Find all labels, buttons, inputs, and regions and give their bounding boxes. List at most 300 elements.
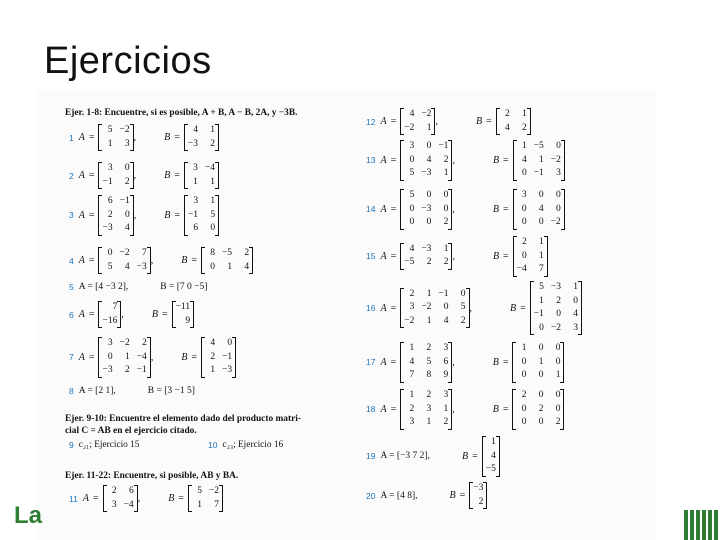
matrix-cell: 2 bbox=[443, 154, 449, 165]
matrix-a-row: A = [4 −3 2], bbox=[78, 282, 129, 292]
problem-number: 6 bbox=[69, 309, 74, 320]
matrix-cell: −1 bbox=[187, 209, 199, 220]
matrix-cell: 3 bbox=[556, 168, 561, 178]
matrix-cell: 0 bbox=[409, 217, 415, 227]
matrix-cell: 3 bbox=[573, 322, 579, 333]
equals-sign: = bbox=[459, 490, 466, 501]
label-a: A bbox=[78, 309, 85, 320]
matrix-cell: −5 bbox=[404, 257, 415, 268]
matrix-cell: 1 bbox=[538, 356, 544, 367]
matrix-cell: 2 bbox=[210, 351, 216, 362]
comma: , bbox=[121, 309, 124, 320]
matrix-cell: 1 bbox=[443, 403, 449, 414]
matrix-cell: 0 bbox=[538, 343, 544, 353]
matrix-cell: −1 bbox=[438, 141, 449, 151]
matrix-cell: 5 bbox=[460, 302, 466, 313]
problem-18 bbox=[366, 389, 564, 430]
problem-1 bbox=[69, 124, 219, 151]
problem-2 bbox=[69, 162, 219, 189]
matrix-cell: 2 bbox=[443, 257, 449, 268]
label-a: A bbox=[380, 203, 387, 215]
problem-number: 18 bbox=[366, 404, 376, 415]
matrix-cell: −2 bbox=[550, 217, 561, 227]
matrix-cell: 8 bbox=[210, 248, 215, 258]
matrix-cell: 2 bbox=[538, 403, 544, 414]
matrix-a bbox=[400, 288, 469, 329]
equals-sign: = bbox=[503, 154, 509, 166]
comma: , bbox=[137, 493, 141, 504]
matrix-cell: 4 bbox=[409, 243, 415, 254]
matrix-cell: 4 bbox=[504, 122, 510, 133]
equals-sign: = bbox=[503, 250, 509, 262]
matrix-cell: 1 bbox=[107, 138, 113, 149]
problem-number: 2 bbox=[69, 170, 74, 181]
matrix-cell: 3 bbox=[409, 417, 415, 427]
equals-sign: = bbox=[390, 250, 397, 262]
label-b: B bbox=[492, 250, 500, 262]
matrix-cell: −3 bbox=[187, 138, 198, 149]
equals-sign: = bbox=[390, 302, 397, 314]
matrix-cell: −3 bbox=[473, 483, 484, 493]
matrix-cell: 5 bbox=[409, 168, 415, 178]
equals-sign: = bbox=[88, 132, 95, 143]
matrix-b bbox=[512, 389, 564, 430]
matrix-b bbox=[201, 337, 236, 378]
matrix-cell: 7 bbox=[141, 248, 147, 258]
matrix-cell: 1 bbox=[409, 343, 415, 353]
matrix-cell: 4 bbox=[409, 356, 415, 367]
problem-6 bbox=[69, 301, 194, 328]
matrix-cell: −16 bbox=[102, 315, 118, 326]
matrix-a bbox=[98, 124, 133, 151]
matrix-cell: 0 bbox=[107, 248, 113, 258]
matrix-cell: 4 bbox=[409, 109, 415, 119]
matrix-b bbox=[469, 482, 487, 509]
matrix-cell: 0 bbox=[555, 203, 561, 214]
matrix-cell: 9 bbox=[185, 315, 191, 326]
label-b: B bbox=[181, 255, 188, 266]
equals-sign: = bbox=[390, 203, 397, 215]
matrix-cell: 1 bbox=[210, 125, 215, 135]
matrix-cell: 1 bbox=[573, 282, 579, 292]
matrix-cell: −1 bbox=[119, 196, 130, 206]
matrix-b bbox=[201, 247, 253, 274]
matrix-cell: 7 bbox=[214, 499, 220, 510]
equals-sign: = bbox=[92, 493, 99, 504]
problem-number: 13 bbox=[366, 155, 376, 166]
matrix-cell: 1 bbox=[193, 176, 198, 187]
comma: , bbox=[452, 203, 455, 215]
comma: , bbox=[150, 351, 154, 363]
label-a: A bbox=[78, 132, 85, 143]
problem-reference: c₂₃; Ejercicio 16 bbox=[222, 440, 284, 450]
problem-number: 11 bbox=[69, 493, 78, 504]
problem-number: 3 bbox=[69, 210, 74, 221]
matrix-cell: 0 bbox=[443, 203, 449, 214]
matrix-cell: 6 bbox=[107, 196, 113, 206]
matrix-cell: −1 bbox=[533, 309, 544, 319]
matrix-cell: 0 bbox=[521, 217, 527, 227]
section-heading-1: Ejer. 1-8: Encuentre, si es posible, A + B, A − B, 2A, y −3B. bbox=[65, 108, 298, 118]
matrix-cell: 1 bbox=[521, 109, 527, 119]
matrix-cell: 1 bbox=[539, 295, 544, 306]
equals-sign: = bbox=[174, 170, 180, 181]
matrix-cell: 3 bbox=[193, 163, 198, 173]
matrix-cell: −2 bbox=[550, 154, 561, 165]
matrix-cell: 0 bbox=[443, 190, 449, 200]
matrix-a bbox=[98, 301, 121, 328]
problem-7 bbox=[69, 337, 236, 378]
matrix-cell: 1 bbox=[210, 365, 216, 375]
matrix-cell: −2 bbox=[208, 486, 220, 496]
matrix-cell: 9 bbox=[443, 370, 449, 380]
label-a: A bbox=[380, 154, 387, 166]
matrix-cell: 2 bbox=[142, 338, 147, 348]
matrix-cell: 2 bbox=[426, 390, 432, 400]
matrix-cell: 0 bbox=[409, 203, 415, 214]
matrix-cell: 0 bbox=[538, 417, 544, 427]
matrix-cell: −4 bbox=[204, 163, 215, 173]
comma: , bbox=[452, 403, 455, 415]
matrix-cell: 3 bbox=[443, 343, 449, 353]
matrix-cell: 2 bbox=[443, 417, 449, 427]
matrix-cell: 1 bbox=[443, 243, 449, 254]
matrix-cell: −2 bbox=[421, 109, 432, 119]
matrix-cell: −11 bbox=[175, 302, 191, 312]
matrix-cell: 0 bbox=[426, 217, 432, 227]
matrix-b bbox=[513, 236, 548, 277]
matrix-cell: 2 bbox=[443, 217, 449, 227]
problem-4 bbox=[69, 247, 253, 274]
matrix-cell: 0 bbox=[521, 203, 527, 214]
label-b: B bbox=[492, 403, 499, 415]
problem-10 bbox=[208, 440, 283, 450]
matrix-b bbox=[530, 281, 582, 335]
matrix-cell: 2 bbox=[504, 109, 510, 119]
matrix-cell: 3 bbox=[124, 138, 130, 149]
label-b: B bbox=[461, 450, 469, 462]
problem-20 bbox=[366, 482, 487, 509]
matrix-a bbox=[400, 140, 452, 181]
matrix-a bbox=[400, 243, 452, 270]
label-b: B bbox=[164, 132, 171, 143]
matrix-cell: 7 bbox=[112, 302, 118, 312]
matrix-cell: −2 bbox=[119, 248, 130, 258]
problem-11 bbox=[69, 485, 223, 512]
equals-sign: = bbox=[88, 351, 95, 363]
label-b: B bbox=[181, 351, 188, 363]
matrix-a-row: A = [4 8], bbox=[380, 490, 418, 501]
matrix-cell: −2 bbox=[404, 122, 415, 133]
matrix-cell: 5 bbox=[197, 486, 202, 496]
matrix-cell: 1 bbox=[210, 176, 215, 187]
problem-number: 16 bbox=[366, 303, 376, 313]
matrix-a bbox=[98, 195, 133, 236]
label-a: A bbox=[78, 209, 85, 221]
problem-5 bbox=[69, 282, 207, 292]
label-a: A bbox=[380, 356, 387, 368]
matrix-cell: −3 bbox=[102, 365, 113, 375]
matrix-b-row: B = [7 0 −5] bbox=[160, 282, 208, 292]
matrix-cell: 0 bbox=[460, 288, 466, 299]
problem-number: 12 bbox=[366, 116, 376, 127]
problem-8 bbox=[69, 386, 195, 396]
matrix-cell: 3 bbox=[193, 196, 199, 206]
matrix-cell: 4 bbox=[124, 223, 130, 233]
matrix-cell: −2 bbox=[119, 338, 130, 348]
equals-sign: = bbox=[88, 309, 95, 320]
matrix-cell: 6 bbox=[443, 356, 449, 367]
problem-number: 4 bbox=[69, 255, 74, 266]
matrix-cell: 4 bbox=[210, 338, 216, 348]
publisher-logo: La bbox=[14, 502, 43, 529]
equals-sign: = bbox=[390, 356, 397, 368]
matrix-cell: 2 bbox=[107, 209, 113, 220]
matrix-cell: 5 bbox=[107, 125, 113, 135]
matrix-cell: −2 bbox=[119, 125, 130, 135]
matrix-cell: 2 bbox=[409, 288, 415, 299]
matrix-a bbox=[103, 485, 138, 512]
equals-sign: = bbox=[502, 403, 509, 415]
problem-13 bbox=[366, 140, 565, 181]
matrix-cell: 3 bbox=[426, 403, 432, 414]
matrix-cell: 1 bbox=[443, 168, 449, 178]
problem-number: 7 bbox=[69, 352, 74, 363]
matrix-cell: −2 bbox=[550, 322, 562, 333]
comma: , bbox=[133, 170, 137, 181]
matrix-cell: 0 bbox=[107, 351, 113, 362]
problem-number: 1 bbox=[69, 132, 74, 143]
matrix-cell: 0 bbox=[522, 250, 527, 261]
matrix-cell: −4 bbox=[136, 351, 147, 362]
matrix-cell: 8 bbox=[426, 370, 432, 380]
problem-number: 9 bbox=[69, 440, 74, 450]
problem-number: 15 bbox=[366, 251, 376, 262]
matrix-cell: 3 bbox=[443, 390, 449, 400]
matrix-b bbox=[513, 140, 565, 181]
problem-3 bbox=[69, 195, 219, 236]
matrix-cell: 2 bbox=[244, 248, 250, 258]
label-b: B bbox=[164, 170, 171, 181]
matrix-cell: 1 bbox=[491, 437, 496, 447]
matrix-cell: 1 bbox=[426, 315, 432, 326]
matrix-cell: −1 bbox=[102, 176, 113, 187]
matrix-cell: 0 bbox=[555, 390, 561, 400]
matrix-cell: 2 bbox=[210, 138, 215, 149]
matrix-cell: 1 bbox=[539, 250, 544, 261]
matrix-cell: 0 bbox=[521, 417, 527, 427]
problem-17 bbox=[366, 342, 564, 383]
matrix-cell: −5 bbox=[533, 141, 544, 151]
matrix-cell: 2 bbox=[521, 390, 527, 400]
comma: , bbox=[452, 356, 455, 368]
matrix-cell: 1 bbox=[227, 261, 233, 272]
matrix-cell: 1 bbox=[409, 390, 415, 400]
matrix-a-row: A = [2 1], bbox=[78, 386, 116, 396]
problem-number: 20 bbox=[366, 490, 376, 501]
matrix-cell: 0 bbox=[521, 370, 527, 380]
matrix-cell: 3 bbox=[521, 190, 527, 200]
matrix-cell: −1 bbox=[533, 168, 544, 178]
matrix-cell: −1 bbox=[222, 351, 233, 362]
label-b: B bbox=[510, 302, 517, 314]
matrix-cell: 0 bbox=[227, 338, 233, 348]
label-a: A bbox=[78, 255, 85, 266]
section-heading-3: Ejer. 11-22: Encuentre, si posible, AB y BA. bbox=[65, 471, 239, 481]
matrix-cell: −4 bbox=[123, 499, 134, 510]
matrix-b bbox=[512, 342, 564, 383]
matrix-cell: 0 bbox=[556, 141, 561, 151]
matrix-cell: 5 bbox=[107, 261, 113, 272]
comma: , bbox=[452, 154, 455, 166]
matrix-cell: 0 bbox=[538, 217, 544, 227]
matrix-b-row: B = [3 −1 5] bbox=[147, 386, 195, 396]
equals-sign: = bbox=[472, 450, 478, 462]
matrix-cell: 1 bbox=[539, 237, 544, 247]
matrix-cell: 1 bbox=[555, 370, 561, 380]
matrix-a bbox=[400, 189, 452, 230]
matrix-cell: 1 bbox=[426, 122, 432, 133]
matrix-a bbox=[98, 162, 133, 189]
matrix-cell: 5 bbox=[539, 282, 544, 292]
matrix-a bbox=[98, 247, 150, 274]
matrix-cell: 2 bbox=[409, 403, 415, 414]
matrix-cell: 0 bbox=[210, 261, 215, 272]
matrix-cell: 6 bbox=[128, 486, 134, 496]
equals-sign: = bbox=[502, 356, 509, 368]
matrix-cell: 2 bbox=[478, 496, 484, 507]
label-a: A bbox=[78, 351, 85, 363]
matrix-cell: −3 bbox=[102, 223, 113, 233]
equals-sign: = bbox=[88, 255, 95, 266]
matrix-cell: 4 bbox=[538, 203, 544, 214]
label-b: B bbox=[475, 116, 483, 127]
comma: , bbox=[435, 116, 438, 127]
label-b: B bbox=[449, 490, 456, 501]
matrix-cell: −3 bbox=[421, 168, 432, 178]
matrix-cell: 3 bbox=[107, 163, 113, 173]
matrix-cell: 1 bbox=[521, 343, 527, 353]
matrix-cell: 2 bbox=[556, 295, 562, 306]
matrix-cell: 3 bbox=[409, 141, 415, 151]
matrix-cell: −3 bbox=[222, 365, 233, 375]
equals-sign: = bbox=[191, 351, 198, 363]
label-b: B bbox=[164, 209, 171, 221]
equals-sign: = bbox=[161, 309, 168, 320]
problem-16 bbox=[366, 281, 582, 335]
matrix-b bbox=[482, 436, 500, 477]
matrix-cell: 1 bbox=[210, 196, 216, 206]
matrix-cell: 6 bbox=[193, 223, 199, 233]
label-b: B bbox=[492, 356, 499, 368]
matrix-cell: 2 bbox=[555, 417, 561, 427]
label-a: A bbox=[380, 302, 387, 314]
label-b: B bbox=[492, 203, 499, 215]
matrix-cell: 0 bbox=[521, 168, 527, 178]
matrix-cell: −5 bbox=[221, 248, 233, 258]
matrix-cell: −4 bbox=[516, 264, 527, 274]
matrix-cell: 2 bbox=[426, 257, 432, 268]
comma: , bbox=[133, 132, 137, 143]
matrix-cell: 4 bbox=[521, 154, 527, 165]
problem-12 bbox=[366, 108, 531, 135]
matrix-a bbox=[400, 108, 435, 135]
matrix-cell: 1 bbox=[426, 288, 432, 299]
matrix-b bbox=[184, 195, 219, 236]
matrix-cell: 1 bbox=[521, 141, 527, 151]
matrix-cell: −1 bbox=[136, 365, 147, 375]
label-a: A bbox=[380, 116, 387, 127]
problem-15 bbox=[366, 236, 548, 277]
label-a: A bbox=[82, 493, 89, 504]
matrix-cell: −5 bbox=[485, 464, 496, 474]
comma: , bbox=[452, 250, 455, 262]
matrix-cell: 2 bbox=[521, 122, 527, 133]
problem-reference: c₂₁; Ejercicio 15 bbox=[78, 440, 140, 450]
matrix-cell: 0 bbox=[426, 141, 432, 151]
matrix-cell: 2 bbox=[124, 365, 130, 375]
problem-number: 5 bbox=[69, 282, 74, 292]
matrix-cell: 4 bbox=[491, 450, 496, 461]
equals-sign: = bbox=[390, 403, 397, 415]
label-b: B bbox=[168, 493, 175, 504]
matrix-cell: 5 bbox=[426, 356, 432, 367]
label-a: A bbox=[78, 170, 85, 181]
problem-number: 10 bbox=[208, 440, 218, 450]
slide-title: Ejercicios bbox=[44, 40, 212, 82]
matrix-cell: 3 bbox=[111, 499, 117, 510]
matrix-cell: −1 bbox=[438, 288, 449, 299]
matrix-cell: 5 bbox=[210, 209, 216, 220]
comma: , bbox=[150, 255, 154, 266]
label-b: B bbox=[492, 154, 500, 166]
matrix-cell: −3 bbox=[550, 282, 562, 292]
matrix-cell: 0 bbox=[538, 190, 544, 200]
equals-sign: = bbox=[390, 154, 397, 166]
problem-number: 8 bbox=[69, 386, 74, 396]
equals-sign: = bbox=[88, 170, 95, 181]
matrix-cell: 2 bbox=[124, 176, 130, 187]
matrix-cell: 0 bbox=[556, 309, 562, 319]
comma: , bbox=[133, 209, 137, 221]
equals-sign: = bbox=[520, 302, 526, 314]
matrix-cell: 0 bbox=[409, 154, 415, 165]
matrix-cell: 3 bbox=[107, 338, 113, 348]
problem-19 bbox=[366, 436, 500, 477]
matrix-cell: 4 bbox=[244, 261, 250, 272]
matrix-b bbox=[513, 189, 565, 230]
matrix-b bbox=[184, 162, 219, 189]
matrix-cell: 0 bbox=[521, 356, 527, 367]
label-a: A bbox=[380, 403, 387, 415]
matrix-b bbox=[184, 124, 219, 151]
equals-sign: = bbox=[178, 493, 184, 504]
matrix-cell: −3 bbox=[136, 261, 147, 272]
matrix-cell: −3 bbox=[421, 243, 432, 254]
matrix-cell: 0 bbox=[521, 403, 527, 414]
matrix-cell: −2 bbox=[421, 302, 432, 313]
matrix-cell: 4 bbox=[443, 315, 449, 326]
matrix-cell: 0 bbox=[555, 190, 561, 200]
equals-sign: = bbox=[390, 116, 397, 127]
matrix-cell: 2 bbox=[111, 486, 117, 496]
equals-sign: = bbox=[502, 203, 509, 215]
exercise-sheet bbox=[36, 90, 656, 540]
matrix-cell: 4 bbox=[193, 125, 198, 135]
label-b: B bbox=[151, 309, 158, 320]
matrix-a bbox=[98, 337, 150, 378]
matrix-cell: 4 bbox=[573, 309, 579, 319]
